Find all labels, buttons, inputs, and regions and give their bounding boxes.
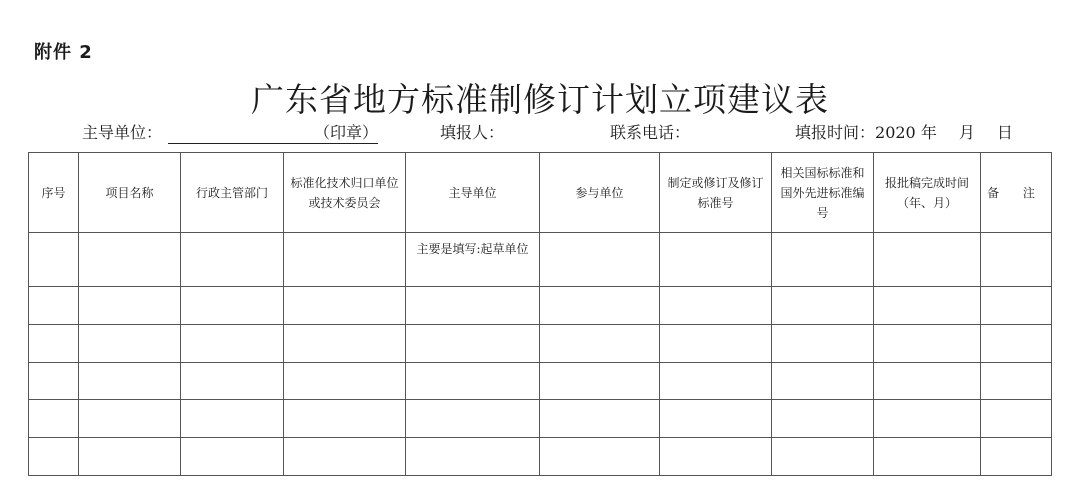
header-cell: 序号 bbox=[29, 153, 79, 233]
table-cell[interactable] bbox=[540, 233, 660, 287]
table-cell[interactable] bbox=[29, 438, 79, 476]
lead-unit-note[interactable]: 主要是填写:起草单位 bbox=[406, 233, 540, 287]
table-cell[interactable] bbox=[660, 438, 772, 476]
table-cell[interactable] bbox=[79, 438, 181, 476]
header-cell: 主导单位 bbox=[406, 153, 540, 233]
table-cell[interactable] bbox=[660, 324, 772, 362]
table-cell[interactable] bbox=[29, 400, 79, 438]
table-cell[interactable] bbox=[181, 287, 284, 325]
table-cell[interactable] bbox=[29, 287, 79, 325]
table-cell[interactable] bbox=[406, 287, 540, 325]
table-row bbox=[29, 438, 1052, 476]
table-cell[interactable] bbox=[406, 362, 540, 400]
table-cell[interactable] bbox=[772, 438, 874, 476]
table-cell[interactable] bbox=[660, 287, 772, 325]
table-cell[interactable] bbox=[540, 438, 660, 476]
table-cell[interactable] bbox=[540, 287, 660, 325]
table-cell[interactable] bbox=[79, 287, 181, 325]
fill-time-label: 填报时间： bbox=[795, 123, 876, 142]
table-cell[interactable] bbox=[79, 362, 181, 400]
year-text: 2020 年 bbox=[875, 123, 937, 142]
table-cell[interactable] bbox=[406, 400, 540, 438]
table-cell[interactable] bbox=[981, 233, 1052, 287]
table-cell[interactable] bbox=[772, 362, 874, 400]
table-cell[interactable] bbox=[772, 233, 874, 287]
table-cell[interactable] bbox=[981, 400, 1052, 438]
header-cell: 项目名称 bbox=[79, 153, 181, 233]
proposal-table bbox=[28, 152, 1052, 476]
table-cell[interactable] bbox=[284, 362, 406, 400]
table-cell[interactable] bbox=[660, 233, 772, 287]
table-cell[interactable] bbox=[181, 438, 284, 476]
table-cell[interactable] bbox=[284, 438, 406, 476]
table-row bbox=[29, 400, 1052, 438]
table-cell[interactable] bbox=[181, 362, 284, 400]
table-row bbox=[29, 362, 1052, 400]
table-cell[interactable] bbox=[29, 233, 79, 287]
table-cell[interactable] bbox=[540, 324, 660, 362]
table-cell[interactable] bbox=[29, 362, 79, 400]
phone-label: 联系电话： bbox=[610, 123, 691, 142]
table-row bbox=[29, 233, 1052, 287]
table-cell[interactable] bbox=[540, 400, 660, 438]
table-cell[interactable] bbox=[772, 287, 874, 325]
document-title: 广东省地方标准制修订计划立项建议表 bbox=[251, 80, 829, 119]
table-cell[interactable] bbox=[660, 400, 772, 438]
header-cell: 报批稿完成时间（年、月） bbox=[874, 153, 981, 233]
table-cell[interactable] bbox=[772, 400, 874, 438]
header-cell: 行政主管部门 bbox=[181, 153, 284, 233]
table-cell[interactable] bbox=[981, 287, 1052, 325]
month-text: 月 bbox=[958, 123, 975, 142]
filler-label: 填报人： bbox=[440, 123, 505, 142]
table-cell[interactable] bbox=[79, 324, 181, 362]
table-cell[interactable] bbox=[660, 362, 772, 400]
header-row bbox=[29, 153, 1052, 233]
table-cell[interactable] bbox=[29, 324, 79, 362]
header-cell: 标准化技术归口单位或技术委员会 bbox=[284, 153, 406, 233]
lead-unit-line bbox=[82, 120, 378, 144]
table-cell[interactable] bbox=[284, 324, 406, 362]
day-text: 日 bbox=[996, 123, 1013, 142]
table-cell[interactable] bbox=[284, 400, 406, 438]
table-cell[interactable] bbox=[981, 438, 1052, 476]
table-cell[interactable] bbox=[181, 233, 284, 287]
table-cell[interactable] bbox=[874, 438, 981, 476]
table-cell[interactable] bbox=[284, 287, 406, 325]
table-cell[interactable] bbox=[772, 324, 874, 362]
table-cell[interactable] bbox=[406, 438, 540, 476]
fill-time-line bbox=[795, 120, 1013, 143]
table-cell[interactable] bbox=[284, 233, 406, 287]
lead-unit-blank bbox=[168, 120, 378, 144]
table-cell[interactable] bbox=[540, 362, 660, 400]
table-row bbox=[29, 324, 1052, 362]
table-cell[interactable] bbox=[79, 233, 181, 287]
seal-text: （印章） bbox=[314, 123, 379, 142]
table-cell[interactable] bbox=[874, 362, 981, 400]
table-cell[interactable] bbox=[874, 233, 981, 287]
table-cell[interactable] bbox=[874, 400, 981, 438]
table-cell[interactable] bbox=[181, 400, 284, 438]
table-cell[interactable] bbox=[874, 324, 981, 362]
table-row bbox=[29, 287, 1052, 325]
header-cell: 相关国标标准和国外先进标准编号 bbox=[772, 153, 874, 233]
lead-unit-label: 主导单位： bbox=[82, 123, 163, 142]
header-cell: 参与单位 bbox=[540, 153, 660, 233]
attachment-label: 附件 2 bbox=[34, 42, 93, 63]
table-cell[interactable] bbox=[181, 324, 284, 362]
header-cell: 备 注 bbox=[981, 153, 1052, 233]
table-cell[interactable] bbox=[79, 400, 181, 438]
table-cell[interactable] bbox=[981, 324, 1052, 362]
table-cell[interactable] bbox=[406, 324, 540, 362]
table-cell[interactable] bbox=[874, 287, 981, 325]
table-cell[interactable] bbox=[981, 362, 1052, 400]
header-cell: 制定或修订及修订标准号 bbox=[660, 153, 772, 233]
